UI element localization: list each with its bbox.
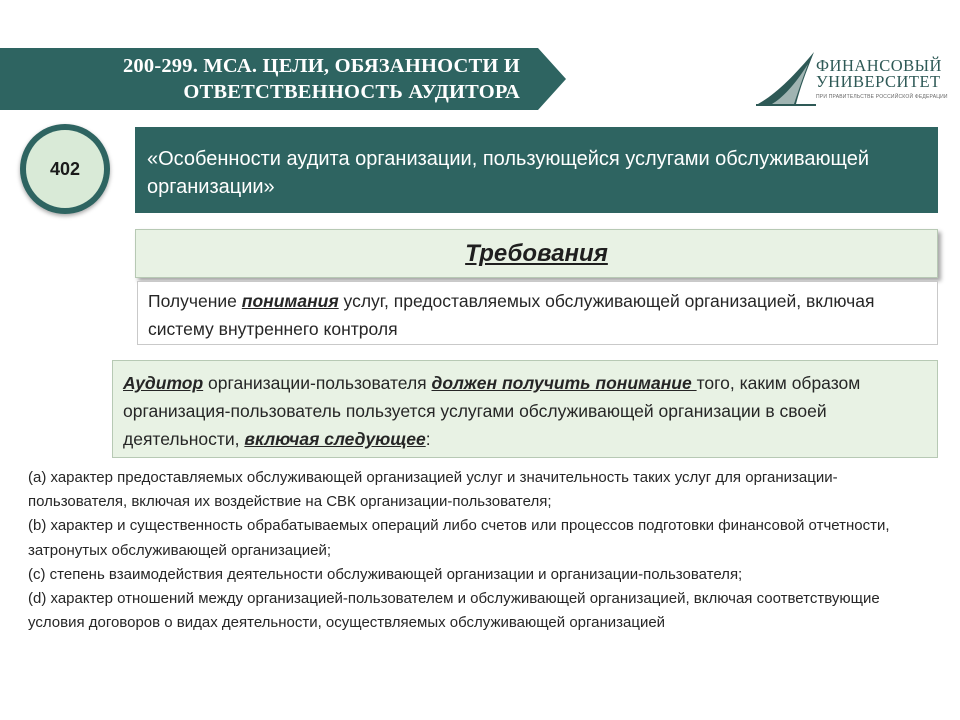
requirements-text-end: услуг, предоставляемых обслуживающей организацией, включая систему внутреннего контроля (148, 291, 875, 339)
requirements-text (137, 281, 938, 345)
auditor-must-understand: должен получить понимание (431, 373, 697, 393)
slide-title-line-2: ОТВЕТСТВЕННОСТЬ АУДИТОРА (183, 81, 520, 103)
requirements-text-start: Получение (148, 291, 242, 311)
auditor-note-colon: : (425, 429, 431, 449)
list-item-d: (d) характер отношений между организацией-пользователем и обслуживающей организацией, включая соответствующие условия договоров о видах деятельности, осуществляемых обслуживающей организацией (28, 590, 880, 632)
requirements-heading-box (135, 229, 938, 278)
list-item-b: (b) характер и существенность обрабатываемых операций либо счетов или процессов подготовки финансовой отчетности, затронутых обслуживающей организацией; (28, 517, 890, 559)
requirements-emphasis: понимания (241, 291, 339, 311)
slide-title (30, 53, 520, 105)
list-item-a: (a) характер предоставляемых обслуживающей организацией услуг и значительность таких услуг для организации-пользователя, включая их воздействие на СВК организации-пользователя; (28, 469, 838, 511)
standard-title: «Особенности аудита организации, пользующейся услугами обслуживающей организации» (135, 127, 938, 213)
header-band (0, 48, 568, 110)
requirements-list (28, 466, 933, 635)
standard-number: 402 (26, 130, 104, 208)
list-item-c: (c) степень взаимодействия деятельности обслуживающей организации и организации-пользователя; (28, 565, 743, 583)
auditor-including-following: включая следующее (244, 429, 426, 449)
standard-number-badge (20, 124, 110, 214)
slide-title-line-1: 200-299. МСА. ЦЕЛИ, ОБЯЗАННОСТИ И (122, 55, 520, 77)
auditor-note-box (112, 360, 938, 458)
auditor-note-text-2: того, каким образом организация-пользователь пользуется услугами обслуживающей организации в своей деятельности, (123, 373, 861, 449)
logo-subtitle: ПРИ ПРАВИТЕЛЬСТВЕ РОССИЙСКОЙ ФЕДЕРАЦИИ (816, 94, 948, 100)
logo-line-2: УНИВЕРСИТЕТ (816, 72, 941, 91)
requirements-heading: Требования (465, 240, 608, 267)
university-sail-logo-icon (756, 50, 816, 108)
auditor-word: Аудитор (123, 373, 204, 393)
auditor-note-text-1: организации-пользователя (203, 373, 432, 393)
university-logo (756, 50, 946, 110)
logo-wordmark (816, 58, 942, 90)
logo-line-1: ФИНАНСОВЫЙ (816, 56, 942, 75)
